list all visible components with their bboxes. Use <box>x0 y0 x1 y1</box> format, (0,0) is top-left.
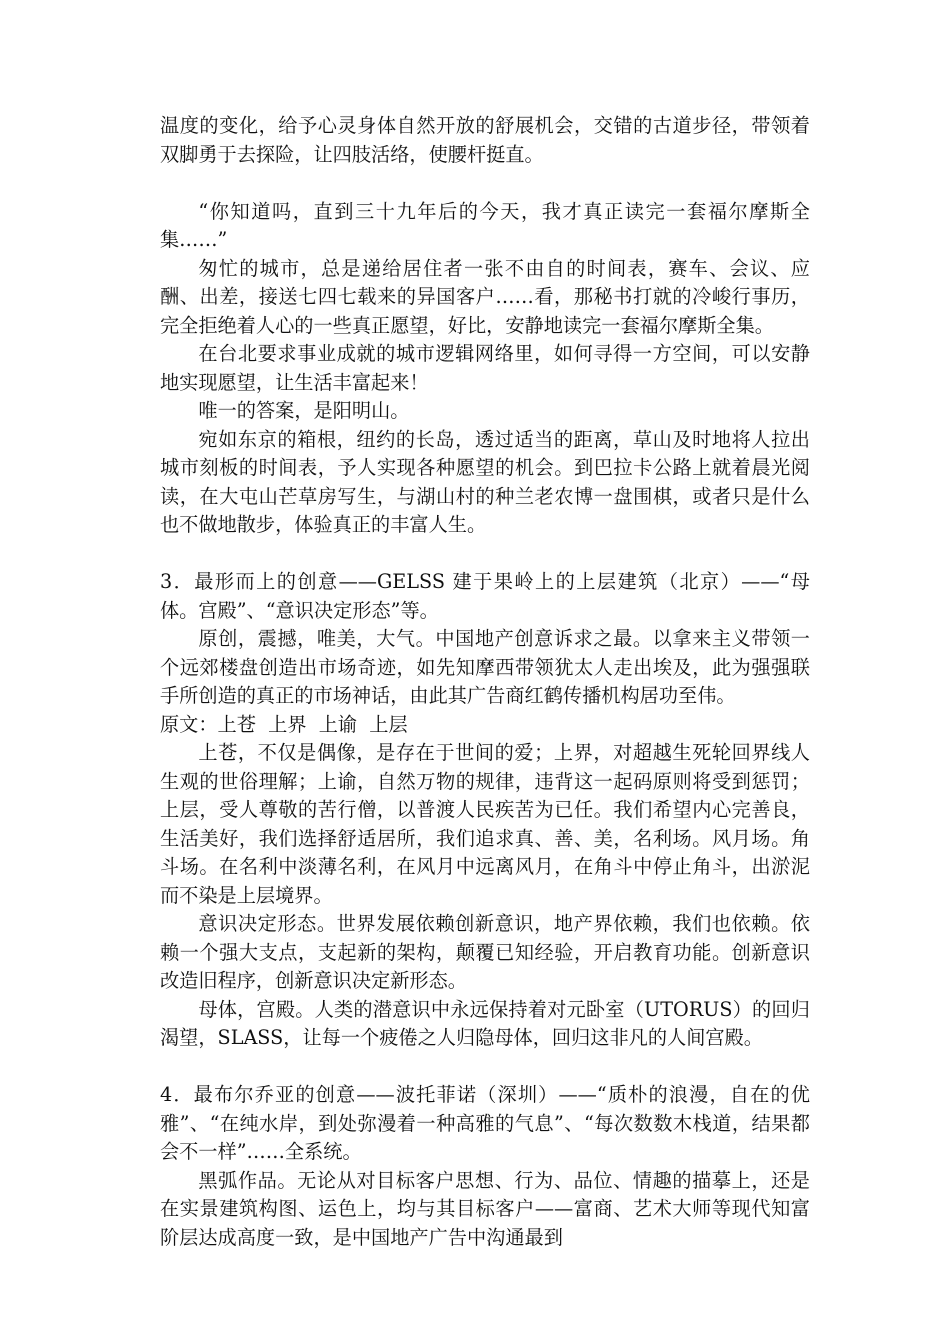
paragraph-hakone-longisland: 宛如东京的箱根，纽约的长岛，透过适当的距离，草山及时地将人拉出城市刻板的时间表，予人实现各种愿望的机会。到巴拉卡公路上就着晨光阅读，在大屯山芒草房写生，与湖山村的种兰老农博一盘围棋，或者只是什么也不做地散步，体验真正的丰富人生。 <box>160 427 810 536</box>
paragraph-quote-holmes: “你知道吗，直到三十九年后的今天，我才真正读完一套福尔摩斯全集……” <box>160 199 810 251</box>
paragraph-heihu-works: 黑弧作品。无论从对目标客户思想、行为、品位、情趣的描摹上，还是在实景建筑构图、运色上，均与其目标客户——富商、艺术大师等现代知富阶层达成高度一致，是中国地产广告中沟通最到 <box>160 1168 810 1249</box>
paragraph-busy-city: 匆忙的城市，总是递给居住者一张不由自的时间表，赛车、会议、应酬、出差，接送七四七载来的异国客户……看，那秘书打就的冷峻行事历，完全拒绝着人心的一些真正愿望，好比，安静地读完一套福尔摩斯全集。 <box>160 256 810 337</box>
paragraph-original-text-label: 原文：上苍 上界 上谕 上层 <box>160 712 408 736</box>
paragraph-original-shock: 原创，震撼，唯美，大气。中国地产创意诉求之最。以拿来主义带领一个远郊楼盘创造出市场奇迹，如先知摩西带领犹太人走出埃及，此为强强联手所创造的真正的市场神话，由此其广告商红鹤传播机构居功至伟。 <box>160 627 810 707</box>
paragraph-shangcang: 上苍，不仅是偶像，是存在于世间的爱；上界，对超越生死轮回界线人生观的世俗理解；上谕，自然万物的规律，违背这一起码原则将受到惩罚；上层，受人尊敬的苦行僧，以普渡人民疾苦为已任。我们希望内心完善良，生活美好，我们选择舒适居所，我们追求真、善、美，名利场。风月场。角斗场。在名利中淡薄名利，在风月中远离风月，在角斗中停止角斗，出淤泥而不染是上层境界。 <box>160 741 810 907</box>
paragraph-spacer <box>160 1053 810 1082</box>
paragraph-mother-palace: 母体，宫殿。人类的潜意识中永远保持着对元卧室（UTORUS）的回归渴望，SLASS，让每一个疲倦之人归隐母体，回归这非凡的人间宫殿。 <box>160 997 810 1049</box>
paragraph-nature-walk: 温度的变化，给予心灵身体自然开放的舒展机会，交错的古道步径，带领着双脚勇于去探险，让四肢活络，使腰杆挺直。 <box>160 114 810 166</box>
paragraph-yangmingshan: 唯一的答案，是阳明山。 <box>198 399 410 422</box>
section-heading-3: 3．最形而上的创意——GELSS 建于果岭上的上层建筑（北京）——“母体。宫殿”、“意识决定形态”等。 <box>160 570 810 622</box>
document-page <box>160 112 810 1252</box>
paragraph-spacer <box>160 540 810 569</box>
paragraph-taipei-network: 在台北要求事业成就的城市逻辑网络里，如何寻得一方空间，可以安静地实现愿望，让生活丰富起来！ <box>160 342 810 394</box>
paragraph-consciousness: 意识决定形态。世界发展依赖创新意识，地产界依赖，我们也依赖。依赖一个强大支点，支起新的架构，颠覆已知经验，开启教育功能。创新意识改造旧程序，创新意识决定新形态。 <box>160 912 810 992</box>
section-heading-4: 4．最布尔乔亚的创意——波托菲诺（深圳）——“质朴的浪漫，自在的优雅”、“在纯水岸，到处弥漫着一种高雅的气息”、“每次数数木栈道，结果都会不一样”……全系统。 <box>160 1083 810 1163</box>
paragraph-spacer <box>160 169 810 198</box>
